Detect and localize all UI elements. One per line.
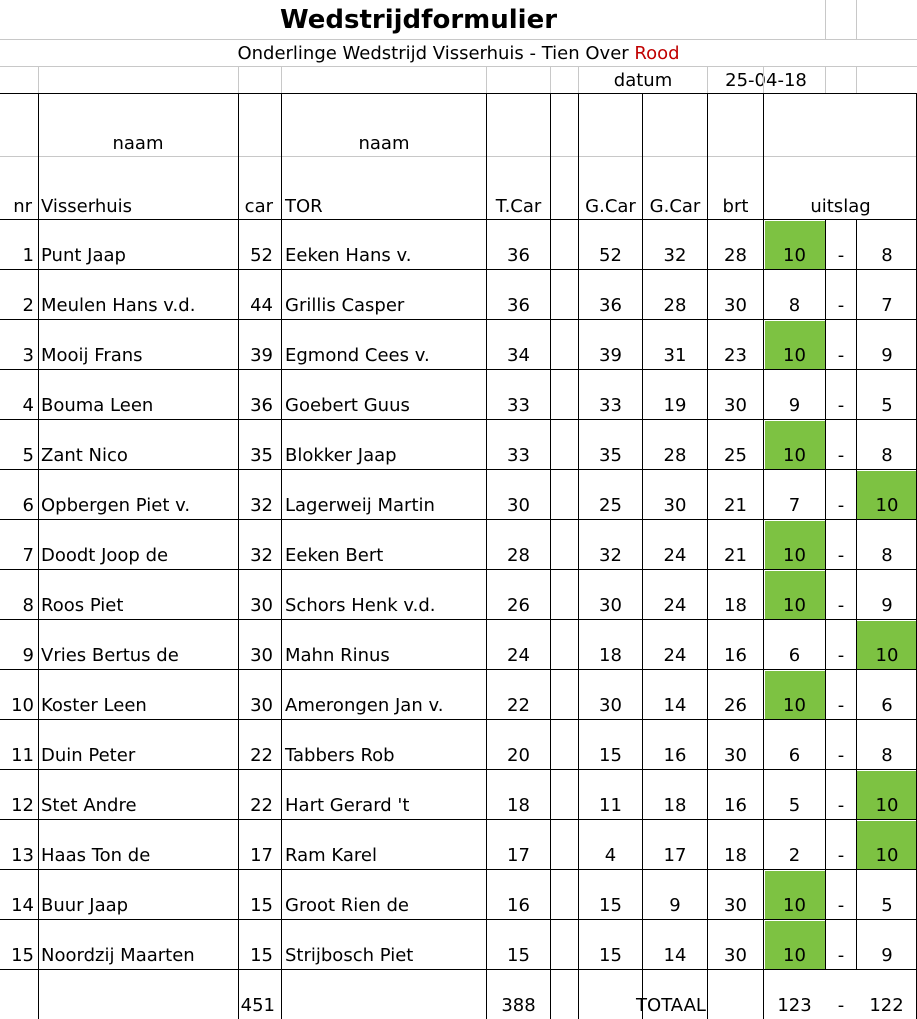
row-player-right: Lagerweij Martin [285,495,435,516]
header-naam-left: naam [112,133,164,154]
row-gcar-1: 15 [599,895,622,916]
row-score-left: 6 [788,645,801,666]
row-score-left: 7 [788,495,801,516]
row-score-left: 5 [788,795,801,816]
grid-line-vertical [550,66,551,93]
row-tcar: 28 [507,545,530,566]
row-tcar: 30 [507,495,530,516]
row-brt: 30 [724,295,747,316]
row-score-right: 9 [881,595,893,616]
row-score-right: 8 [881,545,893,566]
header-brt: brt [722,196,749,217]
row-car: 30 [250,595,273,616]
grid-line-vertical [486,93,487,1019]
row-car: 15 [250,945,273,966]
row-tcar: 22 [507,695,530,716]
row-nr: 10 [11,695,34,716]
grid-line-vertical [763,93,764,1019]
grid-line-vertical [281,93,282,1019]
row-player-left: Haas Ton de [41,845,151,866]
row-score-left: 10 [783,945,806,966]
row-score-right: 9 [881,345,893,366]
grid-line-horizontal [0,93,917,94]
grid-line-horizontal [0,819,917,820]
header-g-car-2: G.Car [649,196,701,217]
row-nr: 14 [11,895,34,916]
row-nr: 2 [22,295,34,316]
grid-line-horizontal [0,469,917,470]
row-car: 36 [250,395,273,416]
row-brt: 21 [724,545,747,566]
row-gcar-2: 28 [663,295,687,316]
grid-line-vertical [825,66,826,93]
row-gcar-2: 30 [663,495,687,516]
row-score-left: 10 [783,595,806,616]
row-player-left: Doodt Joop de [41,545,169,566]
row-tcar: 26 [507,595,530,616]
row-score-dash: - [837,945,845,966]
grid-line-horizontal [0,269,917,270]
row-car: 22 [250,795,273,816]
row-score-left: 8 [788,295,801,316]
row-gcar-1: 36 [599,295,622,316]
row-gcar-2: 19 [663,395,687,416]
row-gcar-1: 30 [599,695,622,716]
row-player-left: Vries Bertus de [41,645,179,666]
row-gcar-1: 15 [599,945,622,966]
total-tcar: 388 [501,995,536,1016]
row-nr: 13 [11,845,34,866]
row-player-right: Egmond Cees v. [285,345,430,366]
grid-line-vertical [238,66,239,93]
row-gcar-1: 30 [599,595,622,616]
row-player-left: Opbergen Piet v. [41,495,191,516]
row-score-right: 7 [881,295,893,316]
row-player-left: Zant Nico [41,445,128,466]
row-gcar-1: 39 [599,345,622,366]
row-score-left: 10 [783,345,806,366]
row-nr: 15 [11,945,34,966]
grid-line-vertical [856,0,857,39]
row-score-left: 6 [788,745,801,766]
grid-line-vertical [707,66,708,93]
row-player-left: Duin Peter [41,745,136,766]
row-tcar: 15 [507,945,530,966]
row-car: 32 [250,545,273,566]
row-gcar-2: 31 [663,345,687,366]
row-gcar-2: 24 [663,595,687,616]
grid-line-vertical [38,66,39,93]
header-team-left: Visserhuis [41,196,133,217]
row-gcar-1: 15 [599,745,622,766]
row-player-right: Mahn Rinus [285,645,390,666]
grid-line-vertical [281,66,282,93]
header-g-car-1: G.Car [585,196,636,217]
header-car: car [244,196,273,217]
row-score-dash: - [837,245,845,266]
row-gcar-1: 52 [599,245,622,266]
row-player-left: Bouma Leen [41,395,154,416]
row-player-left: Buur Jaap [41,895,129,916]
row-car: 32 [250,495,273,516]
row-score-dash: - [837,445,845,466]
grid-line-horizontal [0,66,917,67]
row-player-right: Goebert Guus [285,395,410,416]
row-car: 39 [250,345,273,366]
row-score-dash: - [837,845,845,866]
row-tcar: 18 [507,795,530,816]
row-nr: 1 [22,245,34,266]
row-score-left: 2 [788,845,801,866]
row-car: 30 [250,645,273,666]
grid-line-horizontal [0,969,917,970]
row-score-dash: - [837,495,845,516]
row-score-dash: - [837,695,845,716]
row-player-right: Eeken Hans v. [285,245,412,266]
row-player-right: Schors Henk v.d. [285,595,436,616]
row-player-right: Hart Gerard 't [285,795,410,816]
row-tcar: 34 [507,345,530,366]
header-naam-right: naam [358,133,410,154]
grid-line-horizontal [0,619,917,620]
grid-line-horizontal [0,519,917,520]
header-team-right: TOR [285,196,323,217]
row-score-dash: - [837,745,845,766]
row-gcar-1: 11 [599,795,622,816]
row-nr: 3 [22,345,34,366]
row-tcar: 33 [507,445,530,466]
row-player-right: Ram Karel [285,845,377,866]
row-player-right: Tabbers Rob [285,745,395,766]
row-player-left: Noordzij Maarten [41,945,195,966]
row-nr: 6 [22,495,34,516]
row-nr: 7 [22,545,34,566]
row-score-right: 5 [881,395,893,416]
row-gcar-2: 17 [663,845,687,866]
row-player-right: Blokker Jaap [285,445,397,466]
row-gcar-1: 35 [599,445,622,466]
row-score-right: 6 [881,695,893,716]
grid-line-horizontal [0,419,917,420]
row-score-right: 10 [875,845,899,866]
grid-line-vertical [856,66,857,93]
row-score-left: 10 [783,545,806,566]
grid-line-vertical [856,219,857,969]
row-car: 30 [250,695,273,716]
row-score-dash: - [837,595,845,616]
row-player-left: Mooij Frans [41,345,143,366]
row-car: 44 [250,295,273,316]
row-brt: 26 [724,695,747,716]
row-score-left: 10 [783,445,806,466]
row-player-left: Koster Leen [41,695,147,716]
grid-line-horizontal [0,39,917,40]
row-player-left: Roos Piet [41,595,124,616]
row-gcar-1: 25 [599,495,622,516]
row-gcar-2: 16 [663,745,687,766]
row-brt: 30 [724,745,747,766]
row-gcar-1: 33 [599,395,622,416]
grid-line-horizontal [0,669,917,670]
row-gcar-2: 32 [663,245,687,266]
grid-line-vertical [578,66,579,93]
row-nr: 12 [11,795,34,816]
row-score-right: 5 [881,895,893,916]
row-nr: 5 [22,445,34,466]
row-tcar: 17 [507,845,530,866]
row-nr: 8 [22,595,34,616]
row-score-left: 9 [788,395,801,416]
row-tcar: 33 [507,395,530,416]
row-player-left: Punt Jaap [41,245,126,266]
row-score-dash: - [837,895,845,916]
row-brt: 18 [724,595,747,616]
grid-line-vertical [825,219,826,969]
row-player-right: Amerongen Jan v. [285,695,444,716]
row-score-left: 10 [783,245,806,266]
subtitle-main: Onderlinge Wedstrijd Visserhuis - Tien Over [237,43,635,64]
row-score-left: 10 [783,895,806,916]
row-gcar-2: 24 [663,545,687,566]
row-brt: 18 [724,845,747,866]
row-score-dash: - [837,295,845,316]
row-brt: 30 [724,945,747,966]
grid-line-vertical [38,93,39,1019]
row-gcar-2: 14 [663,695,687,716]
row-score-dash: - [837,795,845,816]
date-value: 25-04-18 [725,70,807,91]
total-label: TOTAAL [636,995,706,1016]
row-tcar: 20 [507,745,530,766]
row-score-right: 8 [881,745,893,766]
row-gcar-2: 14 [663,945,687,966]
grid-line-horizontal [0,869,917,870]
row-tcar: 36 [507,245,530,266]
row-car: 52 [250,245,273,266]
row-score-dash: - [837,545,845,566]
row-car: 15 [250,895,273,916]
total-score-right: 122 [869,995,904,1016]
total-car: 451 [240,995,275,1016]
row-gcar-2: 28 [663,445,687,466]
row-brt: 23 [724,345,747,366]
header-t-car: T.Car [495,196,542,217]
total-score-left: 123 [777,995,812,1016]
row-tcar: 24 [507,645,530,666]
date-label: datum [613,70,673,91]
row-gcar-1: 4 [604,845,617,866]
row-score-dash: - [837,345,845,366]
row-car: 35 [250,445,273,466]
row-car: 22 [250,745,273,766]
row-gcar-2: 18 [663,795,687,816]
row-player-right: Groot Rien de [285,895,409,916]
row-gcar-2: 9 [669,895,681,916]
row-score-right: 8 [881,245,893,266]
header-uitslag: uitslag [810,196,871,217]
grid-line-horizontal [0,719,917,720]
total-dash: - [837,995,845,1016]
grid-line-horizontal [0,919,917,920]
row-brt: 21 [724,495,747,516]
row-score-right: 10 [875,795,899,816]
grid-line-vertical [825,0,826,39]
row-nr: 9 [22,645,34,666]
row-brt: 16 [724,645,747,666]
row-player-right: Grillis Casper [285,295,405,316]
row-player-left: Stet Andre [41,795,137,816]
row-score-right: 10 [875,645,899,666]
row-gcar-2: 24 [663,645,687,666]
row-score-right: 9 [881,945,893,966]
row-brt: 30 [724,395,747,416]
header-nr: nr [13,196,32,217]
row-gcar-1: 32 [599,545,622,566]
row-score-dash: - [837,645,845,666]
grid-line-vertical [486,66,487,93]
row-score-left: 10 [783,695,806,716]
grid-line-horizontal [0,156,917,157]
row-score-dash: - [837,395,845,416]
grid-line-horizontal [0,569,917,570]
row-player-right: Eeken Bert [285,545,384,566]
row-player-right: Strijbosch Piet [285,945,414,966]
grid-line-vertical [642,93,643,1019]
row-player-left: Meulen Hans v.d. [41,295,196,316]
grid-line-horizontal [0,219,917,220]
row-car: 17 [250,845,273,866]
subtitle-accent: Rood [634,43,680,64]
row-nr: 11 [11,745,34,766]
row-gcar-1: 18 [599,645,622,666]
row-nr: 4 [22,395,34,416]
form-subtitle [0,43,917,65]
form-title: Wedstrijdformulier [280,5,558,35]
row-brt: 30 [724,895,747,916]
grid-line-vertical [763,66,764,93]
grid-line-horizontal [0,319,917,320]
grid-line-horizontal [0,769,917,770]
grid-line-vertical [578,93,579,1019]
row-brt: 16 [724,795,747,816]
row-tcar: 36 [507,295,530,316]
grid-line-vertical [707,93,708,1019]
row-brt: 28 [724,245,747,266]
row-score-right: 8 [881,445,893,466]
grid-line-horizontal [0,369,917,370]
row-tcar: 16 [507,895,530,916]
grid-line-vertical [550,93,551,1019]
row-score-right: 10 [875,495,899,516]
row-brt: 25 [724,445,747,466]
grid-line-vertical [238,93,239,1019]
